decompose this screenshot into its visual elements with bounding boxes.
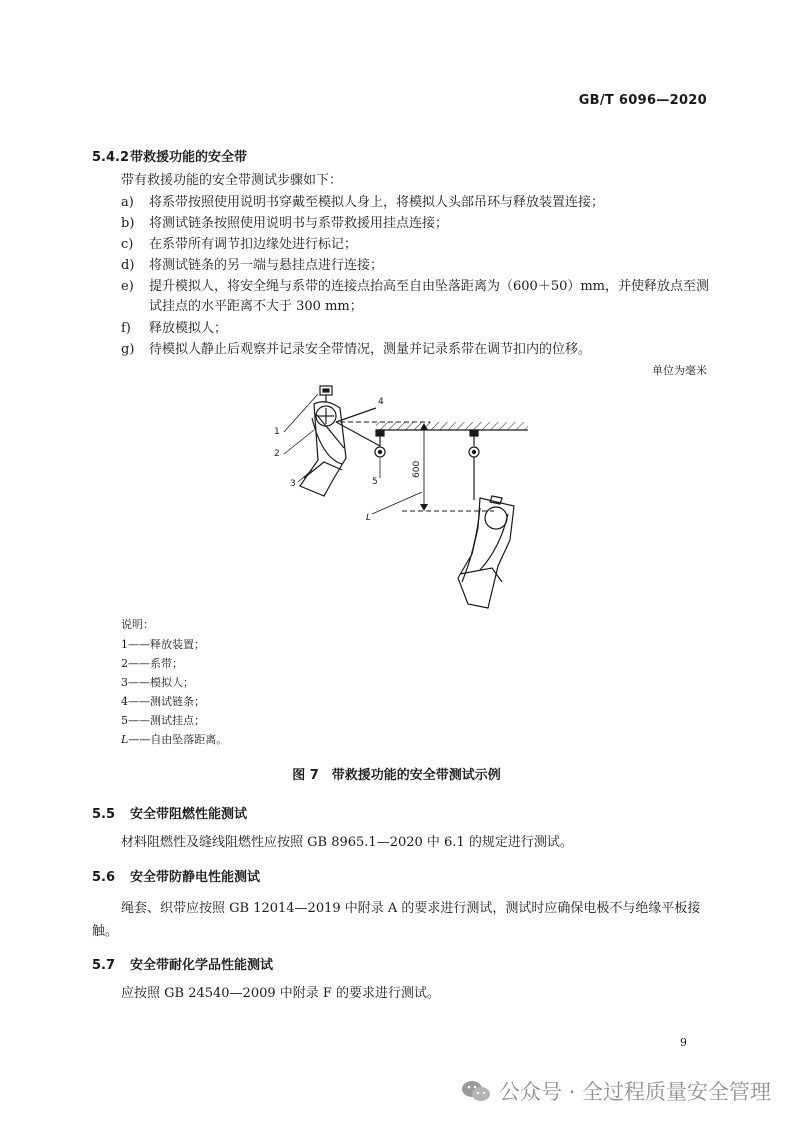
step-text: 待模拟人静止后观察并记录安全带情况，测量并记录系带在调节扣内的位移。 xyxy=(149,342,592,357)
test-anchor-right xyxy=(469,430,479,500)
section-number: 5.7 xyxy=(92,958,116,973)
unit-note: 单位为毫米 xyxy=(652,364,707,377)
step-text: 将测试链条按照使用说明书与系带救援用挂点连接； xyxy=(149,216,449,231)
legend-item xyxy=(121,676,194,690)
section-number: 5.5 xyxy=(92,807,116,822)
callout-4: 4 xyxy=(378,397,384,407)
callout-5: 5 xyxy=(372,477,378,487)
legend-key: 1 xyxy=(121,638,128,651)
section-number: 5.4.2 xyxy=(92,150,130,165)
legend-key: 4 xyxy=(121,695,128,708)
section-title: 安全带耐化学品性能测试 xyxy=(130,958,274,973)
callout-3: 3 xyxy=(290,479,296,489)
legend-dash: —— xyxy=(128,714,150,727)
step-text: 释放模拟人； xyxy=(149,321,228,336)
step-label: c) xyxy=(121,237,134,252)
legend-dash: —— xyxy=(128,733,151,746)
release-device xyxy=(320,386,332,402)
step-label: b) xyxy=(121,216,135,231)
section-intro: 带有救援功能的安全带测试步骤如下： xyxy=(121,173,343,188)
legend-text: 测试挂点； xyxy=(150,714,205,727)
callout-3-line xyxy=(298,470,312,482)
section-title: 安全带防静电性能测试 xyxy=(130,870,261,885)
standard-code: GB/T 6096—2020 xyxy=(578,93,707,108)
section-title: 安全带阻燃性能测试 xyxy=(130,807,248,822)
dimension-label: 600 xyxy=(412,460,422,478)
section-5-7-heading xyxy=(92,954,273,973)
legend-dash: —— xyxy=(128,695,150,708)
callout-2: 2 xyxy=(274,449,280,459)
legend-text: 测试链条； xyxy=(150,695,205,708)
dummy-before-release xyxy=(300,402,346,496)
legend-item xyxy=(121,733,227,747)
legend-item xyxy=(121,714,205,728)
legend-item xyxy=(121,695,205,709)
legend-text: 系带； xyxy=(150,657,183,670)
ceiling-hatch xyxy=(376,422,528,430)
section-5-6-body: 绳套、织带应按照 GB 12014—2019 中附录 A 的要求进行测试，测试时应确保电极不与绝缘平板接触。 xyxy=(92,901,701,939)
section-5-6-heading xyxy=(92,866,260,885)
callout-2-line xyxy=(284,430,314,454)
watermark-text: 公众号 · 全过程质量安全管理 xyxy=(498,1080,771,1104)
legend-key: L xyxy=(121,733,129,746)
legend-key: 3 xyxy=(121,676,128,689)
watermark xyxy=(461,1076,771,1106)
legend-dash: —— xyxy=(128,657,150,670)
dummy-after-release xyxy=(458,496,514,608)
step-text: 将测试链条的另一端与悬挂点进行连接； xyxy=(149,258,384,273)
step-label: a) xyxy=(121,195,134,210)
legend-item xyxy=(121,638,205,652)
section-5-5-body: 材料阻燃性及缝线阻燃性应按照 GB 8965.1—2020 中 6.1 的规定进行测试。 xyxy=(121,835,573,850)
callout-L: L xyxy=(366,513,372,523)
wechat-icon xyxy=(461,1079,491,1103)
figure-caption: 图 7 带救援功能的安全带测试示例 xyxy=(292,768,501,783)
callout-1-line xyxy=(284,394,318,432)
step-label: f) xyxy=(121,321,131,336)
section-5-7-body: 应按照 GB 24540—2009 中附录 F 的要求进行测试。 xyxy=(121,986,441,1001)
step-text: 提升模拟人，将安全绳与系带的连接点抬高至自由坠落距离为（600＋50）mm，并使释放点至测试挂点的水平距离不大于 300 mm； xyxy=(149,279,710,314)
section-title: 带救援功能的安全带 xyxy=(130,150,248,165)
legend-text: 自由坠落距离。 xyxy=(150,733,228,746)
legend-key: 5 xyxy=(121,714,128,727)
legend-dash: —— xyxy=(128,676,150,689)
figure-legend-title: 说明： xyxy=(121,618,154,631)
step-label: e) xyxy=(121,279,134,294)
section-number: 5.6 xyxy=(92,870,116,885)
legend-text: 模拟人； xyxy=(150,676,194,689)
rescue-harness-test-figure xyxy=(262,378,542,614)
legend-dash: —— xyxy=(128,638,150,651)
step-text: 在系带所有调节扣边缘处进行标记； xyxy=(149,237,358,252)
section-5-5-heading xyxy=(92,803,247,822)
section-5-4-2-heading xyxy=(92,146,247,165)
step-text: 将系带按照使用说明书穿戴至模拟人身上，将模拟人头部吊环与释放装置连接； xyxy=(149,195,605,210)
chain-callout-line xyxy=(336,408,376,422)
callout-1: 1 xyxy=(274,427,280,437)
legend-key: 2 xyxy=(121,657,128,670)
legend-item xyxy=(121,657,183,671)
legend-text: 释放装置； xyxy=(150,638,205,651)
step-label: g) xyxy=(121,342,135,357)
step-label: d) xyxy=(121,258,135,273)
page-number: 9 xyxy=(680,1036,687,1049)
